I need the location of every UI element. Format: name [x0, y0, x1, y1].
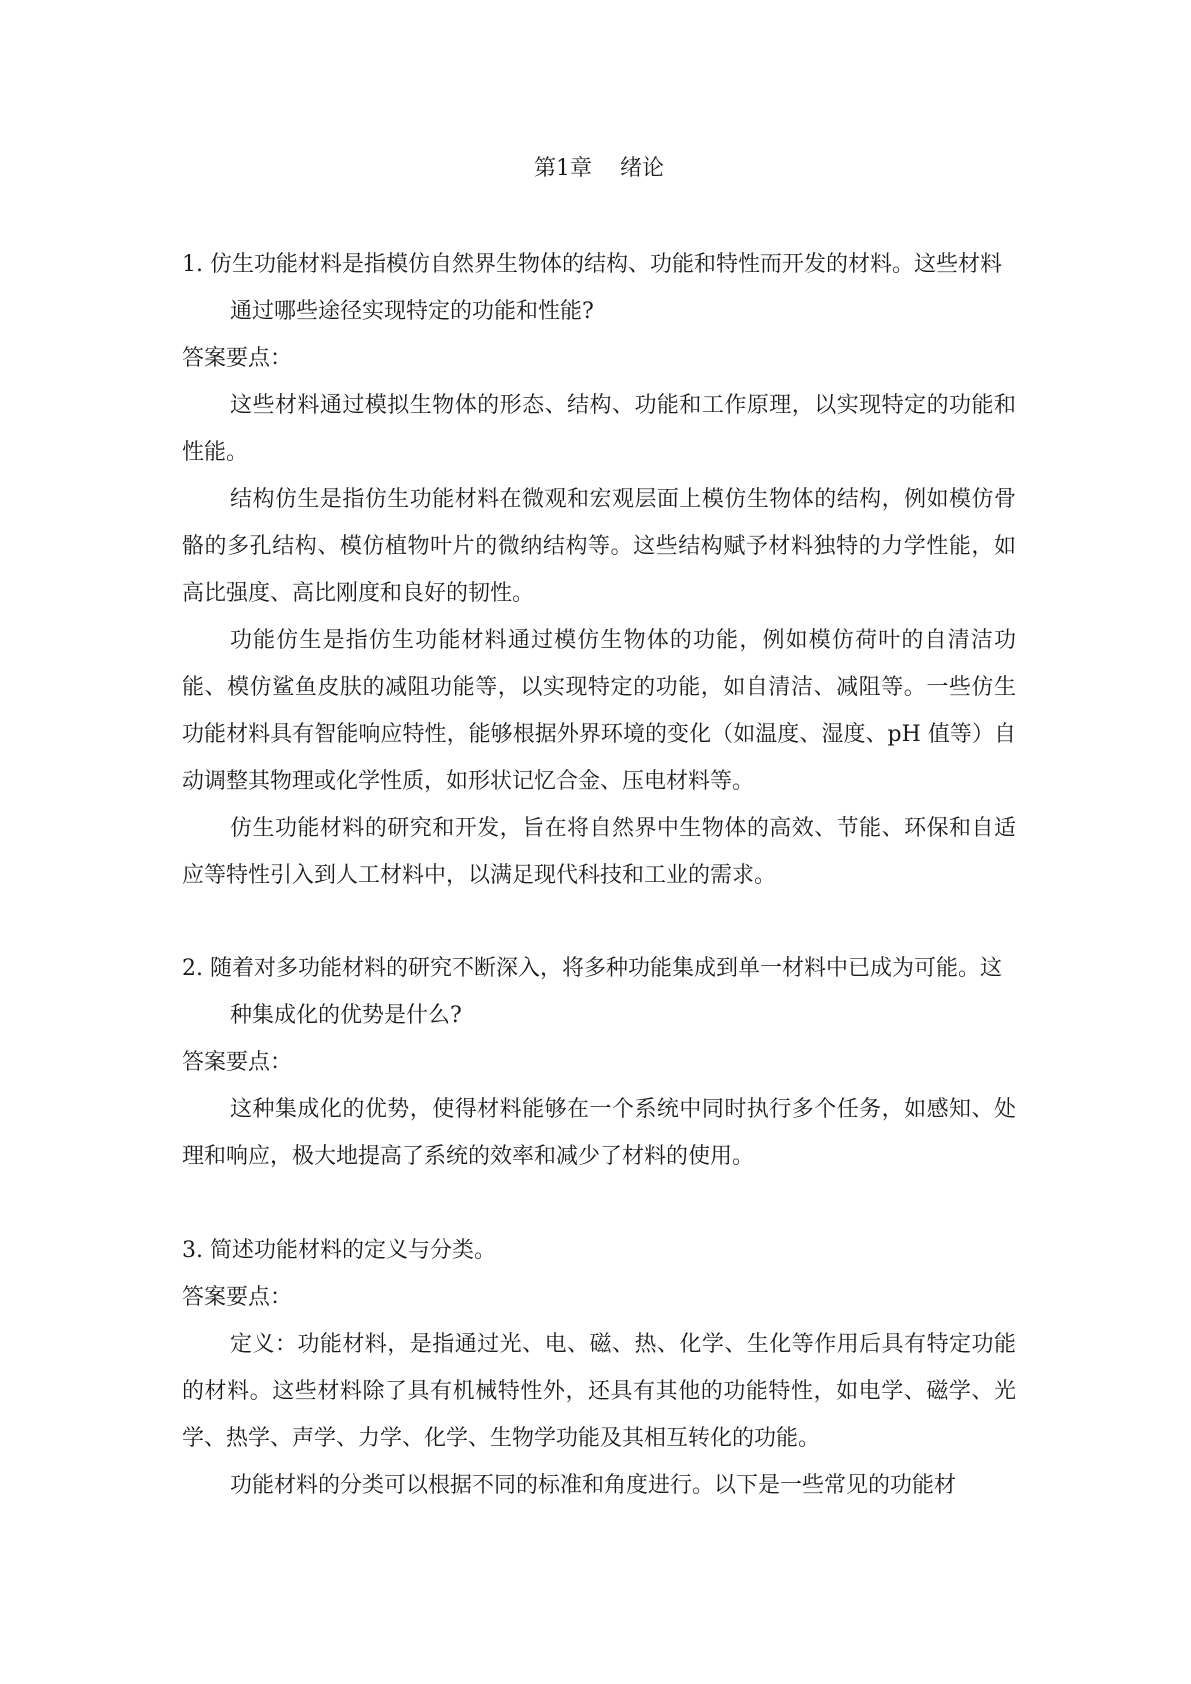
question-text [182, 241, 1016, 335]
answer-paragraph: 仿生功能材料的研究和开发，旨在将自然界中生物体的高效、节能、环保和自适应等特性引入到人工材料中，以满足现代科技和工业的需求。 [182, 816, 1016, 888]
question-number: 2. [182, 956, 210, 981]
answer-paragraph: 这种集成化的优势，使得材料能够在一个系统中同时执行多个任务，如感知、处理和响应，极大地提高了系统的效率和减少了材料的使用。 [182, 1097, 1016, 1169]
question-body: 仿生功能材料是指模仿自然界生物体的结构、功能和特性而开发的材料。这些材料通过哪些途径实现特定的功能和性能? [209, 252, 1002, 324]
question-block-3 [182, 1227, 1016, 1509]
answer-paragraph: 功能材料的分类可以根据不同的标准和角度进行。以下是一些常见的功能材 [230, 1473, 957, 1498]
question-text [182, 1227, 1016, 1274]
answer-label: 答案要点： [182, 1285, 293, 1310]
chapter-title: 第1章 绪论 [534, 156, 664, 181]
question-text [182, 945, 1016, 1039]
answer-paragraph: 定义：功能材料，是指通过光、电、磁、热、化学、生化等作用后具有特定功能的材料。这些材料除了具有机械特性外，还具有其他的功能特性，如电学、磁学、光学、热学、声学、力学、化学、生物学功能及其相互转化的功能。 [182, 1332, 1016, 1451]
answer-paragraph: 结构仿生是指仿生功能材料在微观和宏观层面上模仿生物体的结构，例如模仿骨骼的多孔结构、模仿植物叶片的微纳结构等。这些结构赋予材料独特的力学性能，如高比强度、高比刚度和良好的韧性。 [182, 487, 1016, 606]
answer-paragraph: 功能仿生是指仿生功能材料通过模仿生物体的功能，例如模仿荷叶的自清洁功能、模仿鲨鱼皮肤的减阻功能等，以实现特定的功能，如自清洁、减阻等。一些仿生功能材料具有智能响应特性，能够根据外界环境的变化（如温度、湿度、pH 值等）自动调整其物理或化学性质，如形状记忆合金、压电材料等。 [182, 628, 1016, 794]
question-body: 随着对多功能材料的研究不断深入，将多种功能集成到单一材料中已成为可能。这种集成化的优势是什么? [209, 956, 1002, 1028]
answer-label: 答案要点： [182, 346, 293, 371]
answer-paragraph: 这些材料通过模拟生物体的形态、结构、功能和工作原理，以实现特定的功能和性能。 [182, 393, 1016, 465]
question-body: 简述功能材料的定义与分类。 [209, 1238, 496, 1263]
answer-label: 答案要点： [182, 1050, 293, 1075]
question-number: 1. [182, 252, 210, 277]
question-block-2 [182, 945, 1016, 1180]
question-number: 3. [182, 1238, 210, 1263]
question-block-1 [182, 241, 1016, 899]
